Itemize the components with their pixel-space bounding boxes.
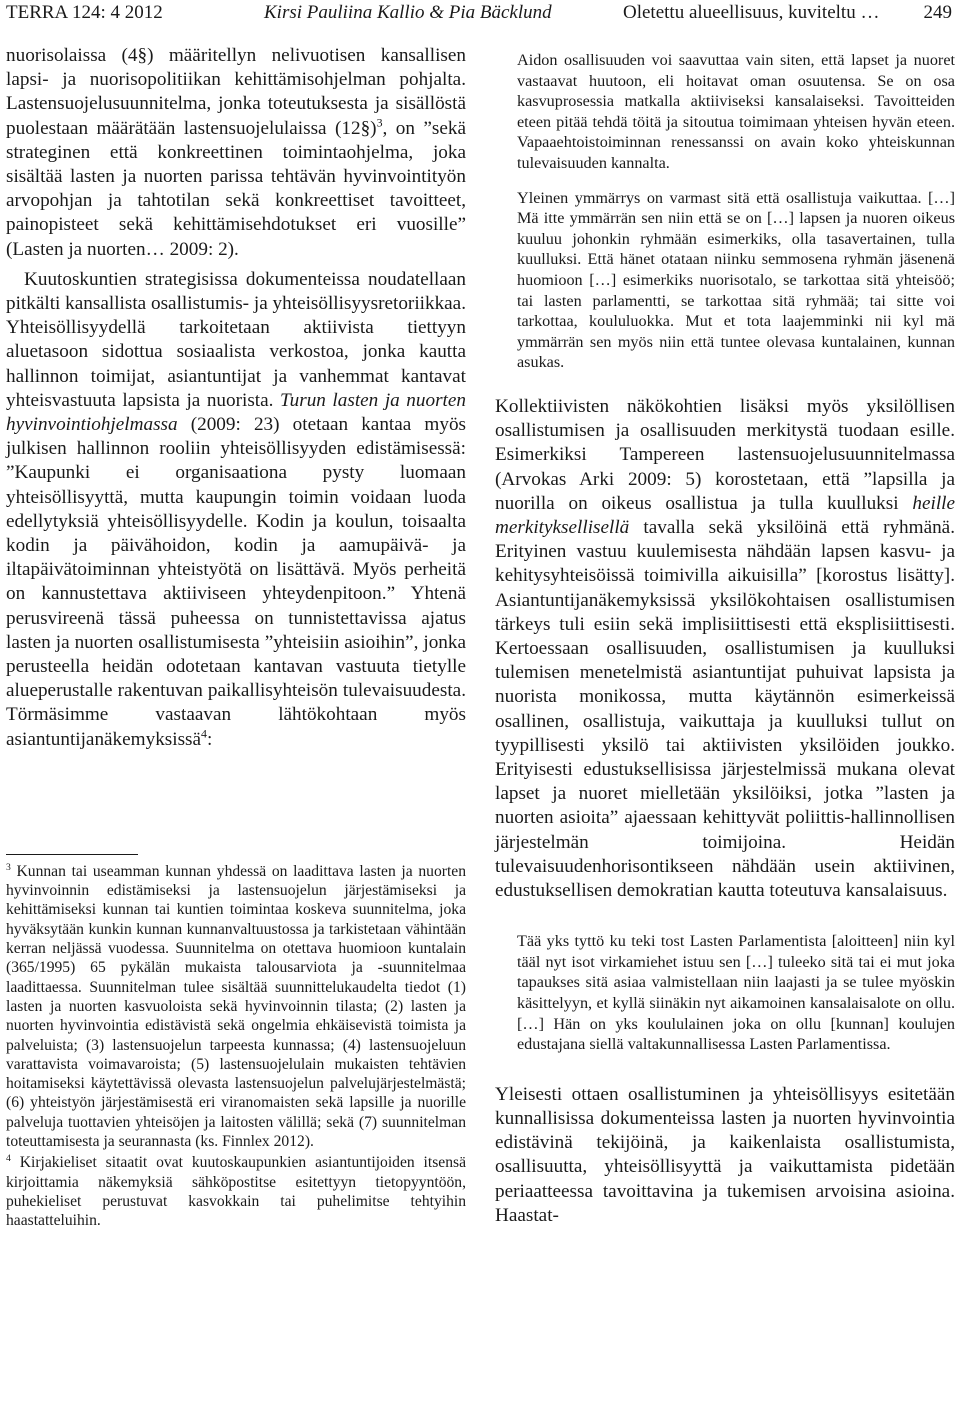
body-paragraph: Kollektiivisten näkökohtien lisäksi myös yksilöllisen osallistumisen ja osallisuuden merkitystä tuodaan esille. Esimerkiksi Tampereen lastensuojelusuunnitelmassa (Arvokas Arki 2009: 5) korostetaan, että ”lapsilla ja nuorilla on oikeus osallistua ja tulla kuulluksi heille merkityksellisellä tavalla sekä yksilöinä että ryhmänä. Erityinen vastuu kuulemisesta nähdään lapsen kasvu- ja kehitysyhteisöissä toimivilla aikuisilla” [korostus lisätty]. Asiantuntijanäkemyksissä yksilökohtaisen osallistumisen tärkeys tuli esiin sekä implisiittisesti että eksplisiittisesti. Kertoessaan osallisuuden, osallistumisen ja kuulluksi tulemisen menetelmistä asiantuntijat puhuivat lapsista ja nuorista monikossa, mutta käytännön esimerkeissä osallinen, osallistuja, vaikuttaja ja kuulluksi tullut on tyypillisesti yksilö tai aktiivisten yksilöiden joukko. Erityisesti edustuksellisissa järjestelmissä mukana olevat lapset ja nuoret mielletään yksilöiksi, jotka ”lasten ja nuorten asioita” ajaessaan kehittyvät poliittis-hallinnollisen järjestelmän toimijoina. Heidän tulevaisuudenhorisontikseen nähdään usein aktiivinen, edustuksellisen demokratian kautta toteutuva kansalaisuus. <box>495 395 955 901</box>
footnote-divider <box>6 854 138 855</box>
footnote: $^4$ Kirjakieliset sitaatit ovat kuutoskaupunkien asiantuntijoiden itsensä kirjoittamia näkemyksiä sähköpostitse esitettyyn tietopyyntöön, puhekieliset perustuvat kasvokkain tai puhelimitse tehtyihin haastatteluihin. <box>6 1153 466 1230</box>
footnote: $^3$ Kunnan tai useamman kunnan yhdessä on laadittava lasten ja nuorten hyvinvoinnin edistämiseksi ja lastensuojelun järjestämiseksi ja kehittämiseksi kunnan tai kuntien toimintaa koskeva suunnitelma, joka hyväksytään kunkin kunnan kunnanvaltuustossa ja tarkistetaan vähintään kerran neljässä vuodessa. Suunnitelma on otettava huomioon kuntalain (365/1995) 65 pykälän mukaista talousarviota ja -suunnitelmaa laadittaessa. Suunnitelman tulee sisältää suunnittelukaudelta tiedot (1) lasten ja nuorten kasvuoloista sekä hyvinvoinnin tilasta; (2) lasten ja nuorten hyvinvointia edistävistä sekä ongelmia ehkäisevistä toimista ja palveluista; (3) lastensuojelun tarpeesta kunnassa; (4) lastensuojeluun varattavista voimavaroista; (5) lastensuojelulain mukaisten tehtävien hoitamiseksi käytettävissä olevasta lastensuojelun palvelujärjestelmästä; (6) yhteistyön järjestämisestä eri viranomaisten sekä lapsille ja nuorille palveluja tuottavien yhteisöjen ja laitosten välillä; sekä (7) suunnitelman toteuttamisesta ja seurannasta (ks. Finnlex 2012). <box>6 861 466 1151</box>
document-title-italic: Turun lasten ja nuorten hyvinvointiohjelmassa <box>6 389 466 436</box>
journal-issue: TERRA 124: 4 2012 <box>6 2 163 23</box>
article-short-title: Oletettu alueellisuus, kuviteltu … <box>623 2 880 23</box>
footnote-marker: 3 <box>6 861 11 873</box>
emphasis-italic: heille merkityksellisellä <box>495 492 955 538</box>
footnote-marker: 4 <box>6 1153 11 1165</box>
body-paragraph: nuorisolaissa (4§) määritellyn nelivuotisen kansallisen lapsi- ja nuorisopolitiikan kehittämisohjelman pohjalta. Lastensuojelusuunnitelma, jonka toteutuksesta ja sisällöstä puolestaan määrätään lastensuojelulaissa (12§)$^3$, on ”sekä strateginen että konkreettinen toimintaohjelma, joka sisältää lasten ja nuorten parissa tehtävän hyvinvointityön arvopohjan ja tahtotilan sekä konkreettiset tavoitteet, painopisteet sekä kehittämisehdotukset eri vuosille” (Lasten ja nuorten… 2009: 2). <box>6 45 466 260</box>
block-quote: Yleinen ymmärrys on varmast sitä että osallistuja vaikuttaa. […] Mä itte ymmärrän sen niin että se on […] lapsen ja nuoren oikeus kuuluu johonkin ryhmään esimerkiks, olla tasavertainen, tulla kuulluksi. Että hänet otataan niinku semmosena ryhmän jäsenenä huomioon […] esimerkiks nuorisotalo, se tarkottaa sitä yhteisöö; tai lasten parlamentti, se tarkottaa sitä ryhmää; tai sitte voi tarkottaa, koululuokka. Mut et tota laajemminki nii kyl mä ymmärrän sen myös niin että tuntee olevasa kuntalainen, kunnan asukas. <box>517 188 955 372</box>
running-header <box>6 0 952 30</box>
right-column <box>495 44 955 1228</box>
block-quote: Tää yks tyttö ku teki tost Lasten Parlamentista [aloitteen] niin kyl tääl nyt isot virkamiehet istuu sen […] tuleeko sitä tai ei mut joka tapaukses sitä asiaa valmistellaan niin laajasti ja se tulee myöskin käsittelyyn, et kyllä siinäkin nyt aikamoinen kansalaisalote on ollu. […] Hän on yks koululainen joka on ollu [kunnan] koulujen edustajana siellä valtakunnallisessa Lasten Parlamentissa. <box>517 932 955 1054</box>
body-paragraph: Kuutoskuntien strategisissa dokumenteissa noudatellaan pitkälti kansallista osallistumis- ja yhteisöllisyysretoriikkaa. Yhteisöllisyydellä tarkoitetaan aktiivista tiettyyn aluetasoon sidottua sosiaalista verkostoa, jonka kautta hallinnon toimijat, asiantuntijat ja vanhemmat kantavat yhteisvastuuta lapsista ja nuorista. Turun lasten ja nuorten hyvinvointiohjelmassa (2009: 23) otetaan kantaa myös julkisen hallinnon rooliin yhteisöllisyyden edistämisessä: ”Kaupunki ei organisaationa pysty luomaan yhteisöllisyyttä, mutta kaupungin toimin voidaan luoda edellytyksiä yhteisöllisyydelle. Kodin ja koulun, toisaalta kodin ja päivähoidon, kodin ja aamupäivä- ja iltapäivätoiminnan yhteistyötä on lisättävä. Myös perheitä on kannustettava aktiiviseen yhteydenpitoon.” Yhtenä perusvireenä tässä puheessa on tunnistettavissa ajatus lasten ja nuorten osallistumisesta ”yhteisiin asioihin”, jonka perusteella heidän odotetaan kantavan vastuuta tietylle alueperustalle rakentuvan paikallisyhteisön tulevaisuudesta. Törmäsimme vastaavan lähtökohtaan myös asiantuntijanäkemyksissä$^4$: <box>6 268 466 750</box>
footnote-ref: 4 <box>201 726 207 741</box>
page-number: 249 <box>923 2 952 23</box>
body-paragraph: Yleisesti ottaen osallistuminen ja yhteisöllisyys esitetään kunnallisissa dokumenteissa lasten ja nuorten hyvinvointia edistävinä tekijöinä, ja kaikenlaista osallistumista, osallisuutta, yhteisöllisyyttä ja vaikuttamista pidetään periaatteessa tavoittavina ja tukemisen arvoisina asioina. Haastat- <box>495 1083 955 1226</box>
article-authors: Kirsi Pauliina Kallio & Pia Bäcklund <box>264 2 552 23</box>
left-column <box>6 44 466 1231</box>
block-quote: Aidon osallisuuden voi saavuttaa vain siten, että lapset ja nuoret vastaavat huutoon, eli hoitavat oman osuutensa. Se on osa kasvuprosessia matkalla aktiiviseksi kansalaiseksi. Tavoitteiden eteen pitää tehdä töitä ja sitoutua toimimaan yhteisen hyvän eteen. Vapaaehtoistoiminnan renessanssi on avain koko yhteiskunnan tulevaisuuden kannalta. <box>517 51 955 172</box>
footnote-ref: 3 <box>376 115 383 130</box>
